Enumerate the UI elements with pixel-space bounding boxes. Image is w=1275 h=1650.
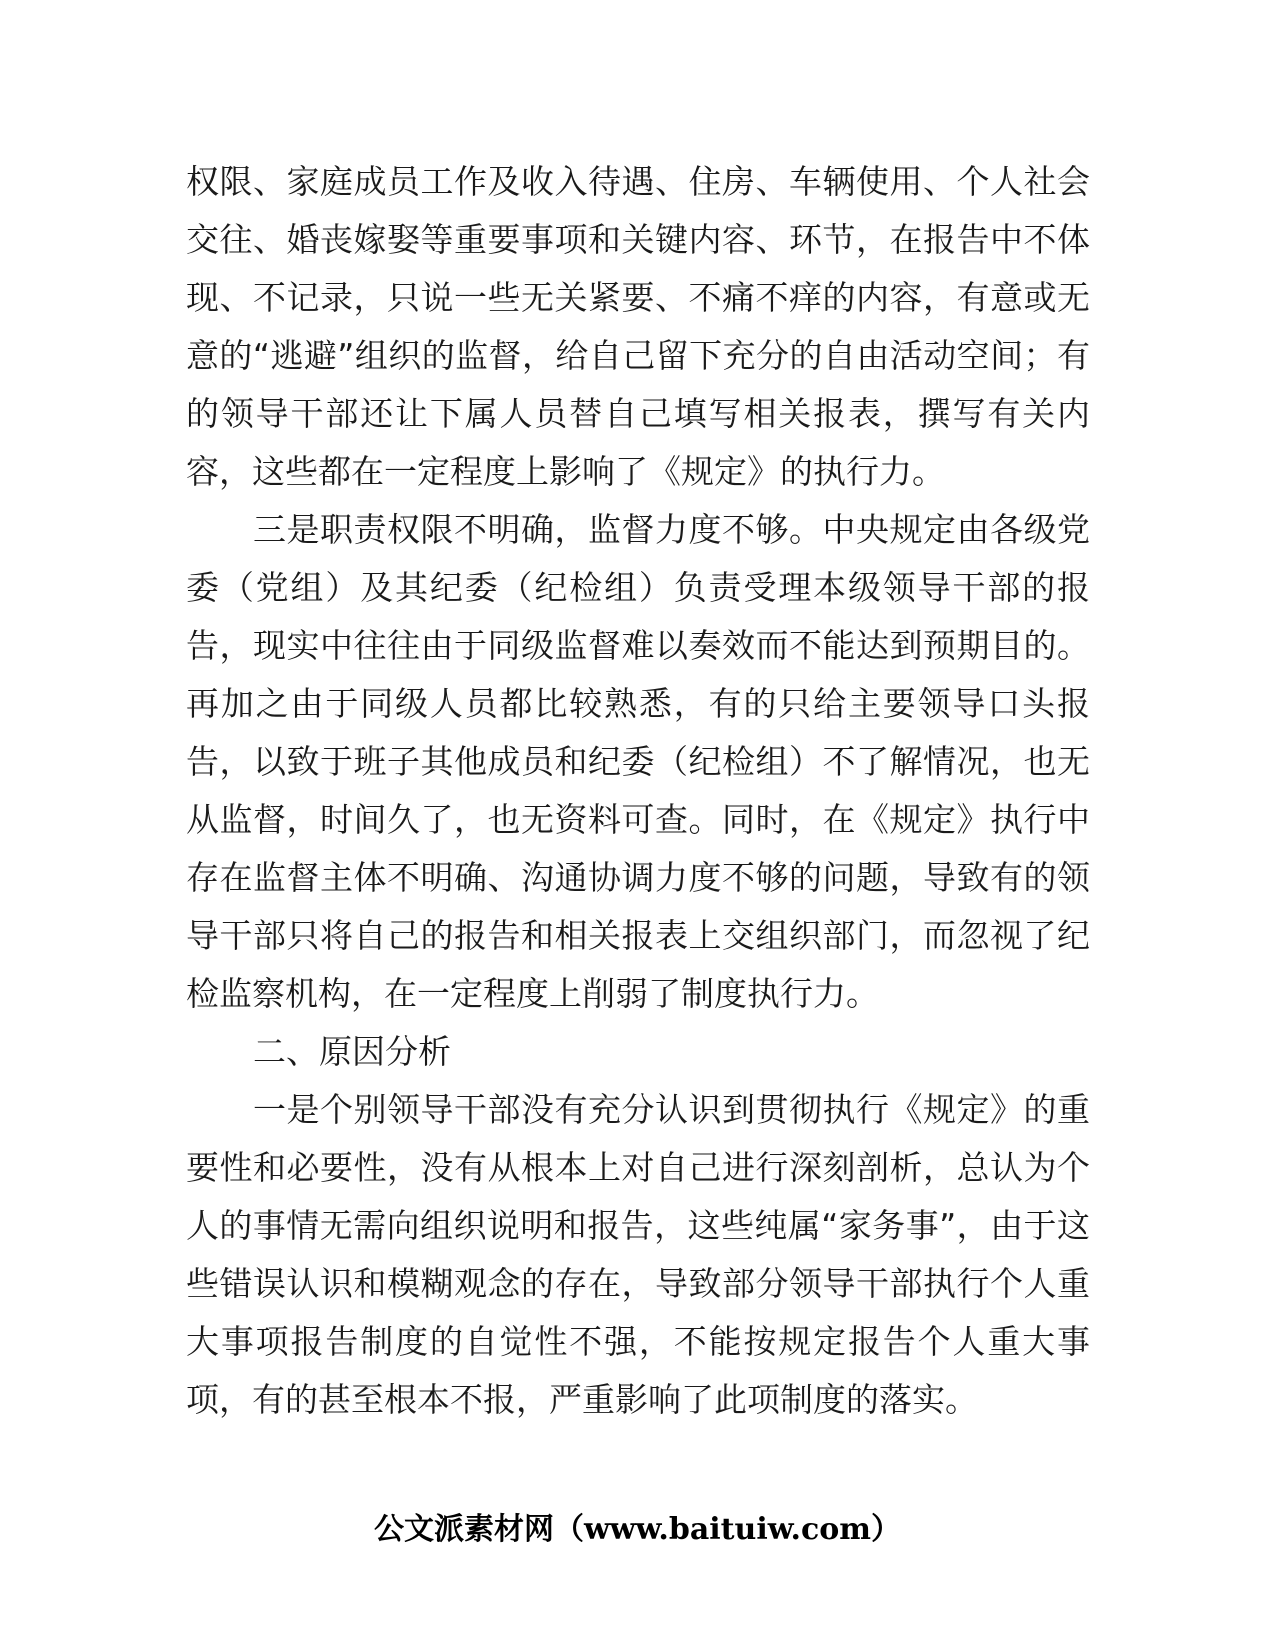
document-body	[186, 153, 1090, 1429]
paragraph-cause-analysis: 一是个别领导干部没有充分认识到贯彻执行《规定》的重要性和必要性，没有从根本上对自己进行深刻剖析，总认为个人的事情无需向组织说明和报告，这些纯属“家务事”，由于这些错误认识和模糊观念的存在，导致部分领导干部执行个人重大事项报告制度的自觉性不强，不能按规定报告个人重大事项，有的甚至根本不报，严重影响了此项制度的落实。	[186, 1090, 1090, 1419]
paragraph-responsibility: 三是职责权限不明确，监督力度不够。中央规定由各级党委（党组）及其纪委（纪检组）负责受理本级领导干部的报告，现实中往往由于同级监督难以奏效而不能达到预期目的。再加之由于同级人员都比较熟悉，有的只给主要领导口头报告，以致于班子其他成员和纪委（纪检组）不了解情况，也无从监督，时间久了，也无资料可查。同时，在《规定》执行中存在监督主体不明确、沟通协调力度不够的问题，导致有的领导干部只将自己的报告和相关报表上交组织部门，而忽视了纪检监察机构，在一定程度上削弱了制度执行力。	[186, 510, 1090, 1013]
footer-source: 公文派素材网（www.baituiw.com）	[373, 1512, 902, 1547]
section-heading: 二、原因分析	[253, 1032, 451, 1071]
paragraph-continuation: 权限、家庭成员工作及收入待遇、住房、车辆使用、个人社会交往、婚丧嫁娶等重要事项和关键内容、环节，在报告中不体现、不记录，只说一些无关紧要、不痛不痒的内容，有意或无意的“逃避”组织的监督，给自己留下充分的自由活动空间；有的领导干部还让下属人员替自己填写相关报表，撰写有关内容，这些都在一定程度上影响了《规定》的执行力。	[186, 162, 1090, 491]
